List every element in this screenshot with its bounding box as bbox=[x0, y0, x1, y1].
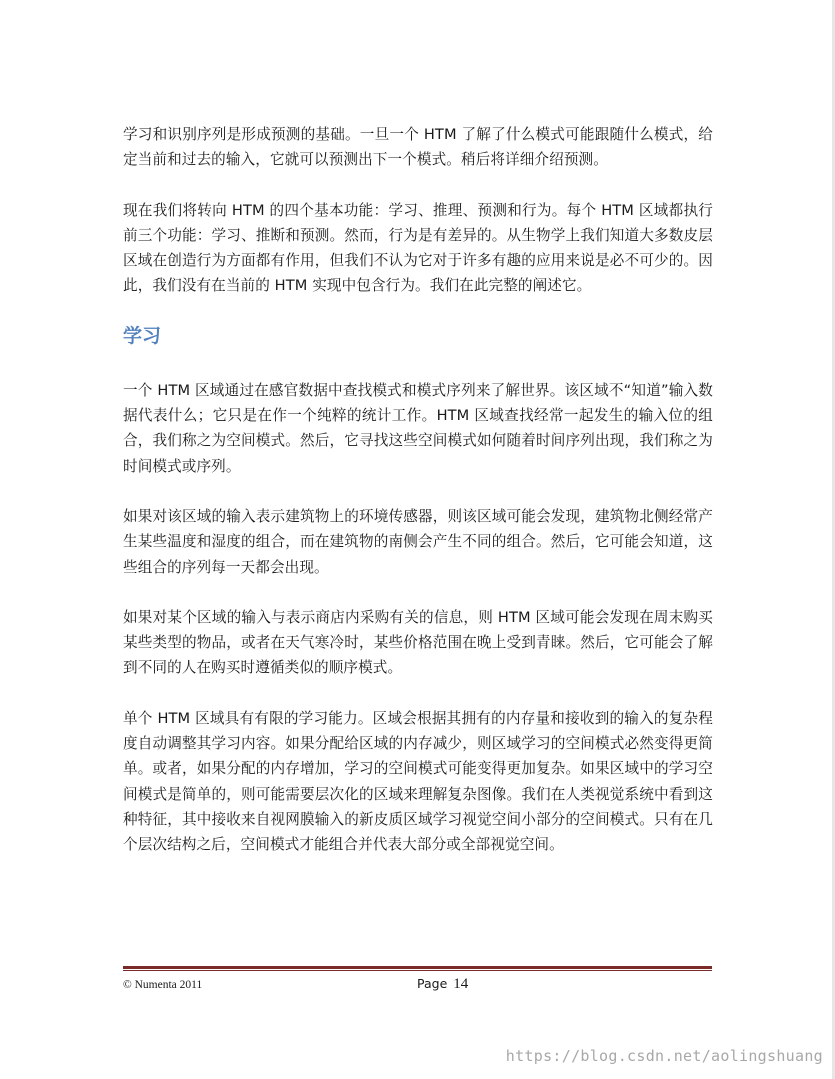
document-body bbox=[123, 122, 713, 883]
paragraph-four-functions: 现在我们将转向 HTM 的四个基本功能：学习、推理、预测和行为。每个 HTM 区域都执行前三个功能：学习、推断和预测。然而，行为是有差异的。从生物学上我们知道大多数皮层区域在创造行为方面都有作用，但我们不认为它对于许多有趣的应用来说是必不可少的。因此，我们没有在当前的 HTM 实现中包含行为。我们在此完整的阐述它。 bbox=[123, 201, 713, 295]
footer-page-number bbox=[417, 976, 468, 993]
page-number: 14 bbox=[453, 976, 469, 992]
footer-copyright: © Numenta 2011 bbox=[123, 979, 203, 991]
footer-divider bbox=[123, 966, 712, 972]
paragraph-sequence-prediction: 学习和识别序列是形成预测的基础。一旦一个 HTM 了解了什么模式可能跟随什么模式，给定当前和过去的输入，它就可以预测出下一个模式。稍后将详细介绍预测。 bbox=[123, 126, 713, 169]
paragraph-learning-overview: 一个 HTM 区域通过在感官数据中查找模式和模式序列来了解世界。该区域不“知道”输入数据代表什么；它只是在作一个纯粹的统计工作。HTM 区域查找经常一起发生的输入位的组合，我们称之为空间模式。然后，它寻找这些空间模式如何随着时间序列出现，我们称之为时间模式或序列。 bbox=[123, 381, 713, 475]
page-label: Page bbox=[417, 976, 448, 991]
paragraph-store-purchases: 如果对某个区域的输入与表示商店内采购有关的信息，则 HTM 区域可能会发现在周末购买某些类型的物品，或者在天气寒冷时，某些价格范围在晚上受到青睐。然后，它可能会了解到不同的人在购买时遵循类似的顺序模式。 bbox=[123, 608, 713, 677]
paragraph-learning-capacity: 单个 HTM 区域具有有限的学习能力。区域会根据其拥有的内存量和接收到的输入的复杂程度自动调整其学习内容。如果分配给区域的内存减少，则区域学习的空间模式必然变得更简单。或者，如果分配的内存增加，学习的空间模式可能变得更加复杂。如果区域中的学习空间模式是简单的，则可能需要层次化的区域来理解复杂图像。我们在人类视觉系统中看到这种特征，其中接收来自视网膜输入的新皮质区域学习视觉空间小部分的空间模式。只有在几个层次结构之后，空间模式才能组合并代表大部分或全部视觉空间。 bbox=[123, 709, 713, 854]
watermark-url: https://blog.csdn.net/aolingshuang bbox=[505, 1047, 823, 1065]
section-heading-learning: 学习 bbox=[123, 324, 162, 347]
paragraph-building-sensors: 如果对该区域的输入表示建筑物上的环境传感器，则该区域可能会发现，建筑物北侧经常产生某些温度和湿度的组合，而在建筑物的南侧会产生不同的组合。然后，它可能会知道，这些组合的序列每一天都会出现。 bbox=[123, 507, 713, 576]
